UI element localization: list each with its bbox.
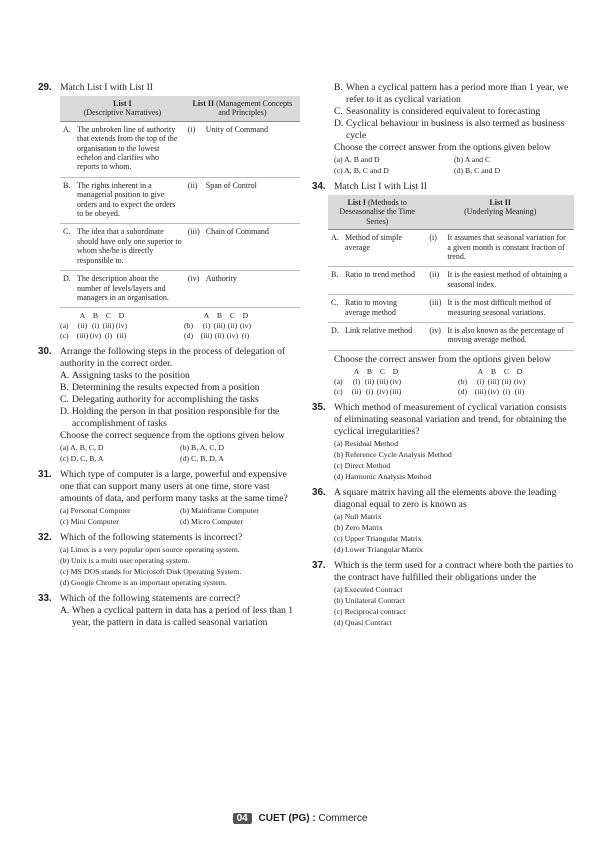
option-b: (b) Unilateral Contract (334, 595, 406, 605)
code-cell: C (105, 311, 112, 321)
cell-text: It assumes that seasonal variation for a given month is constant fraction of trend. (447, 233, 566, 262)
code-cell: (iii) (76, 331, 89, 341)
code-cell (184, 311, 200, 321)
question-31 (38, 469, 300, 527)
option-a-row (60, 321, 176, 331)
cell-text: Span of Control (205, 180, 257, 190)
cell-text: Chain of Command (205, 227, 269, 237)
table-row (328, 295, 574, 323)
statement-label: A. (60, 370, 70, 382)
cell-text: It is also known as the percentage of moving average method. (447, 326, 565, 345)
code-cell: A (353, 366, 360, 376)
code-cell: B (366, 366, 373, 376)
option-c: (c) Direct Method (334, 460, 391, 470)
statement-item (38, 406, 300, 430)
cell-text: Ratio to moving average method (345, 298, 397, 317)
left-column (38, 82, 300, 634)
code-cell: (iv) (389, 376, 402, 386)
cell-text: The unbroken line of authority that extends from the top of the organisation to the lowest echelon and clarifies who reports to whom. (77, 124, 178, 172)
code-cell: (i) (91, 321, 100, 331)
option-a: (a) Personal Computer (60, 506, 131, 516)
code-cell: (ii) (351, 386, 362, 396)
table-row (60, 271, 300, 308)
row-label: (ii) (429, 270, 440, 280)
statement-label: C. (60, 394, 69, 406)
row-label: (iii) (187, 227, 200, 237)
option-d: (d) Quasi Contract (334, 617, 393, 627)
row-label: (iii) (429, 298, 442, 308)
right-column (312, 82, 574, 633)
list-1-subtitle: (Descriptive Narratives) (83, 108, 162, 118)
code-cell: (ii) (227, 321, 238, 331)
list-1-cell (328, 295, 426, 323)
option-d-row (184, 331, 300, 341)
statement-text: Holding the person in that position responsible for the accomplishment of tasks (72, 406, 280, 430)
option-a: (a) Null Matrix (334, 511, 382, 521)
row-label: D. (63, 274, 71, 284)
code-cell: D (242, 311, 249, 321)
statement-text: Determining the results expected from a position (72, 382, 260, 394)
code-cell: (i) (352, 376, 361, 386)
question-text: Which of the following statements are correct? (60, 593, 241, 605)
row-label: (iv) (429, 326, 441, 336)
code-cell: (i) (241, 331, 250, 341)
code-cell: (d) (458, 386, 468, 396)
question-number: 34. (312, 181, 326, 192)
question-text: Which method of measurement of cyclical variation consists of eliminating seasonal variation and trend, for obtaining the cyclical irregularities? (334, 401, 567, 437)
code-cell: (i) (476, 376, 485, 386)
list-2-cell (426, 267, 574, 295)
option-b: (b) A and C (454, 155, 491, 164)
list-1-header (328, 195, 426, 230)
code-cell: A (79, 311, 86, 321)
cell-text: The idea that a subordinate should have only one superior to whom she/he is directly responsible to. (77, 227, 182, 265)
code-cell: (iv) (89, 331, 102, 341)
option-c: (c) D, C, B, A (60, 454, 104, 464)
cell-text: Unity of Command (205, 124, 269, 134)
statement-text: Seasonality is considered equivalent to forecasting (346, 106, 541, 117)
instruction-text: Choose the correct answer from the options given below (334, 142, 551, 153)
code-cell: (iii) (487, 376, 500, 386)
row-label: B. (331, 270, 339, 280)
cell-text: Link relative method (345, 326, 413, 336)
cell-text: It is the easiest method of obtaining a seasonal index. (447, 270, 568, 289)
row-label: B. (63, 180, 71, 190)
row-label: A. (63, 124, 71, 134)
option-c: (c) Mini Computer (60, 517, 119, 527)
code-cell: A (477, 366, 484, 376)
option-c: (c) MS DOS stands for Microsoft Disk Operating System. (60, 567, 242, 577)
option-b: (b) Zero Matrix (334, 522, 383, 532)
table-row (328, 230, 574, 267)
question-29-stem (38, 82, 300, 94)
row-label: (i) (187, 124, 196, 134)
code-cell: C (503, 366, 510, 376)
option-c-row (60, 331, 176, 341)
statement-item (38, 605, 300, 629)
statement-item (312, 82, 574, 106)
question-35 (312, 402, 574, 482)
table-header-row (328, 195, 574, 230)
statement-text: When a cyclical pattern in data has a period of less than 1 year, the pattern in data is called seasonal variation (72, 605, 294, 629)
table-row (328, 323, 574, 351)
question-text: Match List I with List II (334, 181, 427, 192)
options-list (312, 511, 574, 555)
code-cell: (i) (104, 331, 113, 341)
question-37-stem (312, 560, 574, 584)
code-cell: (iv) (226, 331, 239, 341)
question-text: A square matrix having all the elements above the leading diagonal equal to zero is known as (334, 486, 557, 510)
statement-text: Assigning tasks to the position (72, 370, 190, 382)
option-b: (b) Unix is a multi user operating system. (60, 556, 190, 566)
row-label: C. (63, 227, 71, 237)
option-b: (b) Reference Cycle Analysis Method (334, 449, 452, 459)
question-number: 32. (38, 532, 52, 544)
code-cell: (ii) (116, 331, 127, 341)
option-b-row (458, 377, 574, 387)
question-35-stem (312, 402, 574, 438)
list-1-cell (60, 271, 185, 308)
code-cell (334, 367, 350, 377)
question-number: 33. (38, 593, 52, 605)
list-1-title: List I (113, 99, 132, 108)
question-text: Match List I with List II (60, 82, 153, 93)
row-label: (iv) (187, 274, 200, 284)
statement-item (312, 118, 574, 142)
instruction-text: Choose the correct sequence from the options given below (60, 430, 285, 442)
options-list (312, 584, 574, 628)
codes-header-row (184, 311, 300, 321)
code-cell: (ii) (514, 386, 525, 396)
question-number: 30. (38, 346, 52, 358)
page-footer (0, 813, 600, 824)
code-cell: D (392, 366, 399, 376)
question-33 (38, 593, 300, 629)
code-cell: (b) (458, 376, 468, 386)
option-a: (a) Residual Method (334, 438, 399, 448)
statement-item (38, 370, 300, 382)
code-cell: (i) (365, 386, 374, 396)
codes-column-left (60, 311, 176, 341)
option-d: (d) Harmonic Analysis Method (334, 471, 432, 481)
row-label: (i) (429, 233, 437, 243)
question-text: Which type of computer is a large, powerful and expensive one that can support many users at one time, store vast amounts of data, and perform many tasks at the same time? (60, 469, 288, 505)
statement-item (312, 106, 574, 118)
option-d: (d) Lower Triangular Matrix (334, 544, 423, 554)
option-a: (a) Linux is a very popular open source operating system. (60, 545, 240, 555)
list-1-header (60, 96, 185, 121)
code-cell: B (490, 366, 497, 376)
option-d: (d) B, C and D (454, 166, 501, 175)
options-grid (38, 442, 300, 464)
code-cell: A (203, 311, 210, 321)
code-cell: (iv) (513, 376, 526, 386)
statement-item (38, 394, 300, 406)
page-number: 04 (233, 813, 252, 824)
option-c-row (334, 387, 450, 397)
list-1-cell (328, 230, 426, 267)
cell-text: It is the most difficult method of measuring seasonal variations. (447, 298, 552, 317)
list-2-header (426, 195, 574, 230)
code-cell: (iii) (376, 376, 389, 386)
code-cell: (ii) (364, 376, 375, 386)
cell-text: Method of simple average (345, 233, 402, 252)
codes-column-right (458, 367, 574, 397)
statement-text: Cyclical behaviour in business is also termed as business cycle (346, 118, 565, 141)
list-2-cell (426, 230, 574, 267)
table-row (60, 121, 300, 177)
option-d: (d) Google Chrome is an important operating system. (60, 578, 227, 588)
code-cell: (d) (184, 331, 194, 341)
cell-text: Ratio to trend method (345, 270, 415, 280)
list-1-cell (60, 121, 185, 177)
code-cell: (iv) (115, 321, 128, 331)
question-number: 35. (312, 401, 326, 413)
list-2-cell (185, 121, 300, 177)
code-cell: (ii) (214, 331, 225, 341)
statement-label: B. (60, 382, 69, 394)
list-1-cell (328, 267, 426, 295)
code-cell: (a) (334, 376, 343, 386)
list-1-cell (328, 323, 426, 351)
question-37 (312, 560, 574, 628)
option-a: (a) A, B, C, D (60, 443, 104, 453)
question-32-stem (38, 532, 300, 544)
statement-label: A. (60, 605, 70, 617)
match-table-29 (60, 96, 300, 308)
match-table-34 (328, 195, 574, 351)
question-text: Arrange the following steps in the process of delegation of authority in the correct order. (60, 346, 286, 370)
code-cell: (iv) (487, 386, 500, 396)
statement-label: D. (60, 406, 70, 418)
option-b-row (184, 321, 300, 331)
exam-name: CUET (PG) : (258, 813, 316, 824)
code-cell: (iii) (213, 321, 226, 331)
list-2-subtitle: (Management Concepts and Principles) (216, 99, 293, 118)
table-row (60, 224, 300, 271)
option-a: (a) A, B and D (334, 155, 380, 164)
list-2-header (185, 96, 300, 121)
code-cell: C (229, 311, 236, 321)
code-cell: (i) (502, 386, 511, 396)
question-30 (38, 346, 300, 464)
question-number: 31. (38, 469, 52, 481)
option-c: (c) A, B, C and D (334, 166, 389, 175)
question-number: 29. (38, 82, 52, 93)
row-label: D. (331, 326, 339, 336)
code-cell (60, 311, 76, 321)
question-29 (38, 82, 300, 341)
table-row (60, 177, 300, 224)
code-cell: (ii) (501, 376, 512, 386)
question-32 (38, 532, 300, 588)
option-a-row (334, 377, 450, 387)
option-d-row (458, 387, 574, 397)
statement-item (38, 382, 300, 394)
statement-text: Delegating authority for accomplishing the tasks (72, 394, 259, 406)
code-cell: D (516, 366, 523, 376)
answer-codes-29 (60, 311, 300, 341)
question-text: Which of the following statements is incorrect? (60, 532, 243, 544)
codes-header-row (458, 367, 574, 377)
question-number: 36. (312, 486, 326, 498)
options-list (312, 438, 574, 482)
code-cell: C (379, 366, 386, 376)
code-cell: (b) (184, 321, 194, 331)
code-cell: B (92, 311, 99, 321)
option-d: (d) Micro Computer (180, 517, 244, 527)
table-header-row (60, 96, 300, 121)
question-33-continued (312, 82, 574, 176)
list-1-subtitle: (Methods to Deseasonalise the Time Series) (339, 198, 415, 226)
question-33-stem (38, 593, 300, 605)
instruction-text: Choose the correct answer from the options given below (334, 353, 551, 365)
option-b: (b) Mainframe Computer (180, 506, 259, 516)
code-cell: (iii) (389, 386, 402, 396)
list-1-title: List I (347, 198, 366, 207)
subject-name: Commerce (318, 813, 368, 824)
statement-label: D. (334, 118, 344, 129)
code-cell: (ii) (77, 321, 88, 331)
option-c: (c) Upper Triangular Matrix (334, 533, 422, 543)
codes-column-left (334, 367, 450, 397)
row-label: C. (331, 298, 339, 308)
code-cell (458, 367, 474, 377)
row-label: A. (331, 233, 339, 243)
question-36 (312, 487, 574, 555)
list-2-cell (185, 177, 300, 224)
code-cell: (iii) (102, 321, 115, 331)
list-2-cell (426, 323, 574, 351)
statement-label: B. (334, 82, 343, 93)
code-cell: (c) (334, 386, 343, 396)
row-label: (ii) (187, 180, 198, 190)
codes-header-row (60, 311, 176, 321)
question-34-stem (312, 181, 574, 193)
code-cell: (a) (60, 321, 69, 331)
options-list (38, 544, 300, 588)
list-2-title: List II (489, 198, 511, 207)
list-2-title: List II (192, 99, 215, 108)
list-1-cell (60, 224, 185, 271)
list-2-cell (426, 295, 574, 323)
cell-text: The rights inherent in a managerial position to give orders and to expect the orders to be obeyed. (77, 180, 176, 219)
codes-header-row (334, 367, 450, 377)
code-cell: (iv) (376, 386, 389, 396)
cell-text: The description about the number of levels/layers and managers in an organisation. (77, 274, 169, 302)
list-2-cell (185, 271, 300, 308)
answer-codes-34 (334, 367, 574, 397)
code-cell: (iv) (239, 321, 252, 331)
codes-column-right (184, 311, 300, 341)
cell-text: Authority (205, 274, 237, 284)
option-d: (d) C, B, D, A (180, 454, 224, 464)
option-b: (b) B, A, C, D (180, 443, 224, 453)
list-2-subtitle: (Underlying Meaning) (464, 207, 537, 217)
options-grid (312, 154, 574, 176)
question-30-stem (38, 346, 300, 370)
code-cell: D (118, 311, 125, 321)
question-34 (312, 181, 574, 397)
option-c: (c) Reciprocal contract (334, 606, 406, 616)
code-cell: (iii) (200, 331, 213, 341)
statement-text: When a cyclical pattern has a period more than 1 year, we refer to it as cyclical variation (346, 82, 569, 105)
code-cell: (iii) (474, 386, 487, 396)
list-1-cell (60, 177, 185, 224)
question-text: Which is the term used for a contract where both the parties to the contract have fulfilled their obligations under the (334, 559, 574, 583)
list-2-cell (185, 224, 300, 271)
table-row (328, 267, 574, 295)
options-grid (38, 505, 300, 527)
question-number: 37. (312, 559, 326, 571)
code-cell: (c) (60, 331, 69, 341)
question-36-stem (312, 487, 574, 511)
code-cell: (i) (202, 321, 211, 331)
statement-label: C. (334, 106, 343, 117)
option-a: (a) Executed Contract (334, 584, 403, 594)
question-31-stem (38, 469, 300, 505)
code-cell: B (216, 311, 223, 321)
